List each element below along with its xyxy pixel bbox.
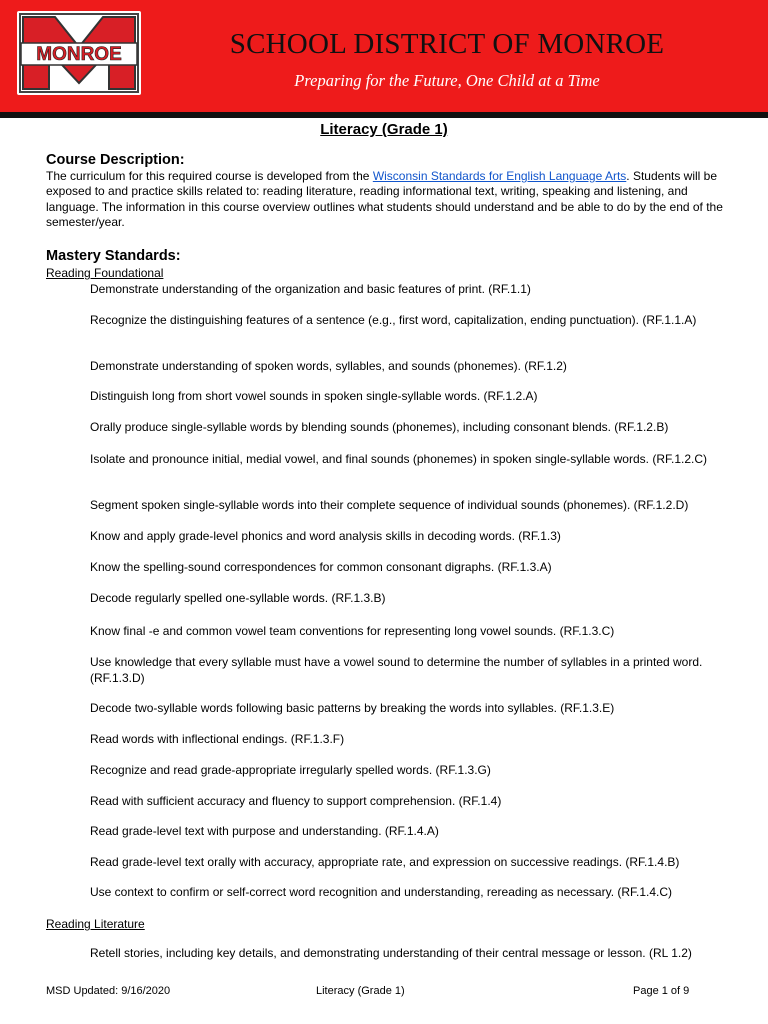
standard-item: Recognize the distinguishing features of a sentence (e.g., first word, capitalization, ending punctuation). (RF.1.1.A) [90, 313, 697, 327]
monroe-logo [17, 11, 141, 95]
wisconsin-standards-link[interactable]: Wisconsin Standards for English Language Arts [372, 169, 627, 183]
logo-text: MONROE [36, 44, 122, 65]
standard-item: Demonstrate understanding of spoken words, syllables, and sounds (phonemes). (RF.1.2) [90, 359, 567, 373]
reading-literature-heading: Reading Literature [46, 917, 145, 931]
reading-foundational-heading: Reading Foundational [46, 266, 164, 280]
standard-item: Demonstrate understanding of the organization and basic features of print. (RF.1.1) [90, 282, 531, 296]
description-text-before: The curriculum for this required course is developed from the [46, 169, 373, 183]
standard-item: Distinguish long from short vowel sounds in spoken single-syllable words. (RF.1.2.A) [90, 389, 538, 403]
standard-item: Know the spelling-sound correspondences for common consonant digraphs. (RF.1.3.A) [90, 560, 552, 574]
standard-item: Retell stories, including key details, and demonstrating understanding of their central message or lesson. (RL 1.2) [90, 946, 692, 960]
course-description-text [46, 169, 726, 230]
district-title: SCHOOL DISTRICT OF MONROE [229, 28, 665, 60]
standard-item: Read grade-level text orally with accuracy, appropriate rate, and expression on successive readings. (RF.1.4.B) [90, 855, 680, 869]
standard-item: Use knowledge that every syllable must have a vowel sound to determine the number of syllables in a printed word. (RF.1.3.D) [90, 655, 703, 685]
district-tagline: Preparing for the Future, One Child at a Time [294, 71, 600, 90]
standard-item: Use context to confirm or self-correct word recognition and understanding, rereading as necessary. (RF.1.4.C) [90, 885, 673, 899]
footer-course: Literacy (Grade 1) [316, 985, 405, 997]
standard-item: Isolate and pronounce initial, medial vowel, and final sounds (phonemes) in spoken single-syllable words. (RF.1.2.C) [90, 452, 707, 466]
course-description-heading: Course Description: [46, 152, 185, 168]
standard-item: Recognize and read grade-appropriate irregularly spelled words. (RF.1.3.G) [90, 763, 491, 777]
standard-item: Read with sufficient accuracy and fluency to support comprehension. (RF.1.4) [90, 794, 502, 808]
standard-item: Read words with inflectional endings. (RF.1.3.F) [90, 732, 345, 746]
footer-page-number: Page 1 of 9 [633, 985, 690, 997]
standard-item: Orally produce single-syllable words by blending sounds (phonemes), including consonant blends. (RF.1.2.B) [90, 420, 669, 434]
mastery-standards-heading: Mastery Standards: [46, 248, 181, 264]
description-text-after: . Students will be exposed to and practice skills related to: reading literature, reading informational text, writing, speaking and listening, and language. The information in this course overview outlines what students should understand and be able to do by the end of the semester/year. [46, 169, 723, 229]
standard-item: Know final -e and common vowel team conventions for representing long vowel sounds. (RF.1.3.C) [90, 624, 615, 638]
standard-item: Segment spoken single-syllable words into their complete sequence of individual sounds (phonemes). (RF.1.2.D) [90, 498, 689, 512]
course-title: Literacy (Grade 1) [320, 121, 448, 138]
standard-item: Read grade-level text with purpose and understanding. (RF.1.4.A) [90, 824, 439, 838]
standard-item: Decode regularly spelled one-syllable words. (RF.1.3.B) [90, 591, 386, 605]
header-divider [0, 112, 768, 118]
footer-updated: MSD Updated: 9/16/2020 [46, 985, 171, 997]
standard-item: Decode two-syllable words following basic patterns by breaking the words into syllables. (RF.1.3.E) [90, 701, 615, 715]
standard-item: Know and apply grade-level phonics and word analysis skills in decoding words. (RF.1.3) [90, 529, 561, 543]
